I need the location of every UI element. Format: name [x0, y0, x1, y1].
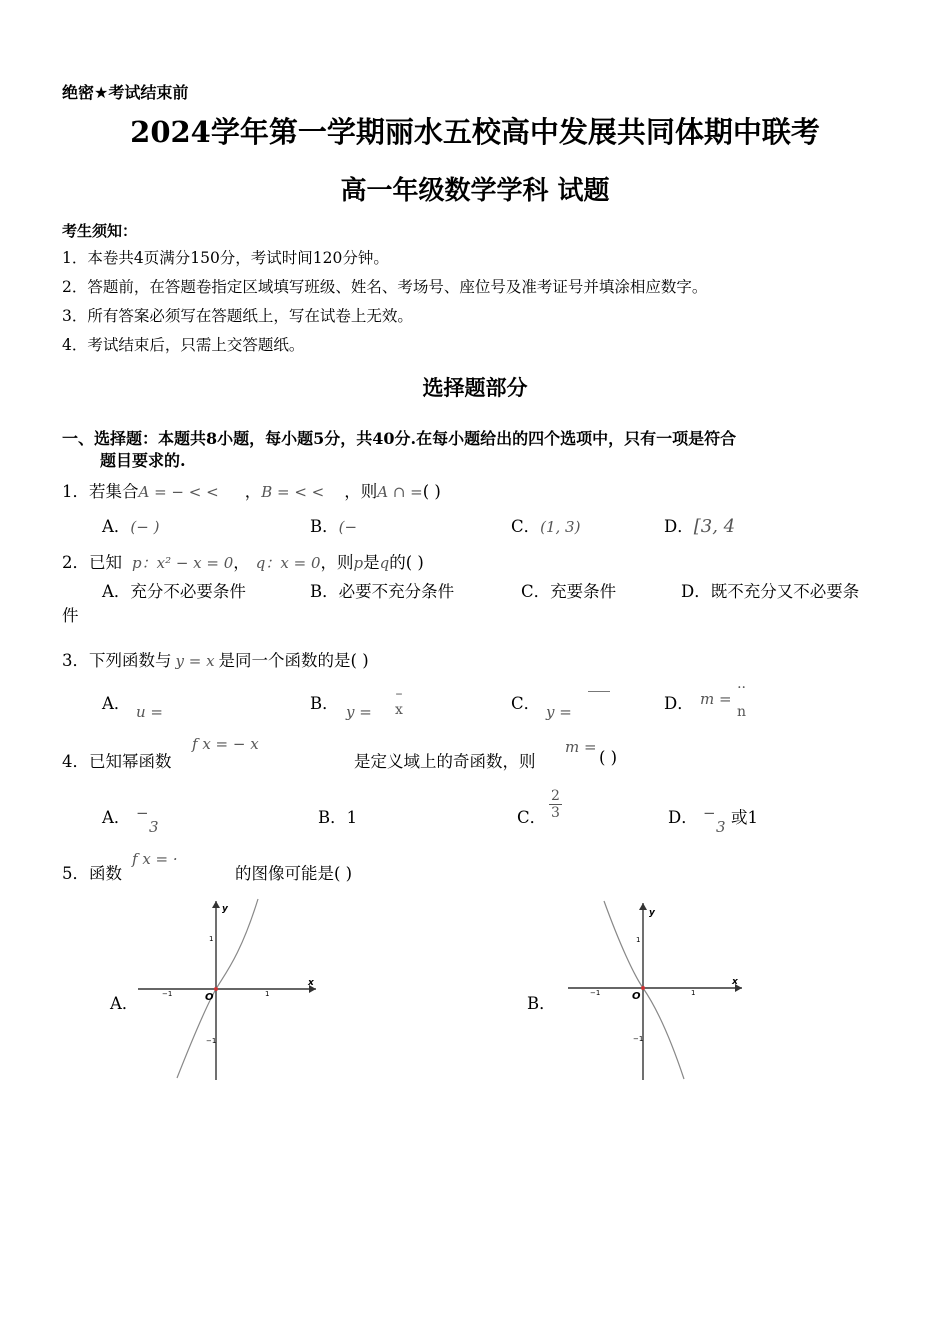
origin-label: O	[632, 991, 641, 1002]
question-3-prefix: 3．下列函数与	[62, 651, 172, 670]
exam-title: 2024学年第一学期丽水五校高中发展共同体期中联考	[130, 115, 820, 149]
option-c	[517, 804, 546, 828]
option-d-label: D．	[668, 808, 698, 827]
option-d-label: D．	[664, 694, 694, 713]
option-d-denominator: 3	[716, 818, 726, 836]
confidential-mark: 绝密★考试结束前	[62, 83, 189, 102]
tick-label: 1	[265, 990, 270, 998]
option-b-fraction-top: –	[395, 686, 403, 702]
tick-label: −1	[633, 1035, 644, 1043]
q1-comma: ，	[244, 482, 262, 501]
function-curve	[604, 901, 684, 1079]
option-c	[511, 513, 580, 537]
option-d-fraction-bottom: n	[737, 704, 747, 720]
question-1-prefix: 1．若集合	[62, 482, 139, 501]
option-d-tail: 或1	[731, 808, 758, 827]
option-c-label: C．	[511, 694, 541, 713]
q2-comma: ，	[233, 553, 250, 572]
identity-expr: y = x	[175, 652, 215, 670]
question-2	[62, 549, 424, 573]
option-d	[668, 804, 698, 828]
p-symbol: p	[353, 554, 364, 572]
answer-paren: ( )	[599, 748, 618, 767]
option-a-value: u =	[136, 703, 163, 721]
x-axis-label: x	[732, 977, 738, 987]
option-b-value: y =	[346, 703, 372, 721]
option-c-label: C．	[517, 808, 547, 827]
origin-point	[214, 987, 218, 991]
option-c-fraction	[549, 788, 562, 821]
option-d-sign: −	[703, 804, 716, 822]
notice-item: 2．答题前，在答题卷指定区域填写班级、姓名、考场号、座位号及准考证号并填涂相应数字。	[62, 278, 708, 296]
sqrt-bar	[588, 691, 610, 693]
option-b-fraction	[393, 686, 405, 718]
question-5	[62, 860, 122, 884]
option-d-fraction-top: ··	[737, 680, 746, 696]
option-d-fraction	[735, 680, 748, 720]
set-b-expr: B = < <	[261, 483, 325, 501]
tick-label: 1	[691, 989, 696, 997]
option-a	[102, 513, 159, 537]
option-b-label: B．	[310, 694, 339, 713]
set-a-expr: A = − < <	[138, 483, 219, 501]
p-condition: ：x² − x = 0	[141, 554, 234, 572]
question-5-prefix: 5．函数	[62, 864, 122, 883]
option-b: B．必要不充分条件	[310, 582, 455, 601]
option-a-label: A．	[102, 808, 131, 827]
y-axis-arrow	[212, 901, 220, 908]
function-expr: f x = ·	[132, 850, 178, 868]
option-d	[664, 690, 694, 714]
exam-subtitle: 高一年级数学学科 试题	[340, 176, 610, 206]
question-4-mid: 是定义域上的奇函数，则	[354, 752, 536, 771]
question-3	[62, 647, 369, 671]
option-b-fraction-bottom: x	[395, 702, 403, 718]
intersection-expr: A ∩ =	[377, 483, 423, 501]
option-a	[102, 804, 130, 828]
m-expr: m =	[565, 738, 597, 756]
option-a-sign: −	[136, 804, 149, 822]
part-instructions-line2: 题目要求的.	[100, 451, 186, 470]
y-axis-arrow	[639, 903, 647, 910]
tick-label: −1	[206, 1037, 217, 1045]
q2-mid: ，则	[320, 553, 354, 572]
option-b: B．1	[318, 808, 358, 827]
option-c	[511, 690, 540, 714]
option-a-label: A．	[102, 694, 131, 713]
option-d: D．既不充分又不必要条	[681, 582, 860, 601]
y-axis-label: y	[649, 908, 655, 918]
tick-label: 1	[636, 936, 641, 944]
notice-heading: 考生须知：	[62, 222, 138, 240]
x-axis-label: x	[308, 978, 314, 988]
answer-paren: 的( )	[389, 553, 424, 572]
graph-b-label: B．	[527, 994, 556, 1013]
answer-paren: ( )	[422, 482, 441, 501]
question-1	[62, 478, 441, 502]
option-d-value: m =	[700, 690, 732, 708]
option-d	[664, 513, 735, 537]
question-4-middle	[354, 748, 536, 772]
question-2-prefix: 2．已知	[62, 553, 122, 572]
graph-a-label: A．	[110, 994, 139, 1013]
origin-label: O	[205, 992, 214, 1003]
part-instructions-line1: 一、选择题：本题共8小题，每小题5分，共40分.在每小题给出的四个选项中，只有一项是符合	[62, 429, 737, 448]
question-4	[62, 748, 172, 772]
tick-label: −1	[162, 990, 173, 998]
option-d-label: D．	[664, 517, 694, 536]
q1-then: ，则	[344, 482, 378, 501]
option-b-value: (−	[338, 518, 358, 536]
y-axis-label: y	[222, 904, 228, 914]
option-d-value: [3, 4	[693, 516, 736, 537]
tick-label: −1	[590, 989, 601, 997]
option-c: C．充要条件	[521, 582, 617, 601]
origin-point	[641, 986, 645, 990]
q-symbol: q	[379, 554, 390, 572]
section-title: 选择题部分	[422, 375, 528, 400]
option-b	[310, 513, 357, 537]
part-instructions	[62, 428, 892, 472]
power-function-expr: f x = − x	[192, 735, 259, 753]
notice-item: 1．本卷共4页满分150分，考试时间120分钟。	[62, 249, 389, 267]
answer-paren: 的图像可能是( )	[235, 864, 353, 883]
notice-item: 3．所有答案必须写在答题纸上，写在试卷上无效。	[62, 307, 413, 325]
option-c-value: (1, 3)	[540, 518, 581, 536]
graph-b	[560, 895, 750, 1085]
option-c-denominator: 3	[551, 805, 560, 821]
graph-a	[130, 895, 320, 1085]
option-a	[102, 690, 130, 714]
p-symbol: p	[132, 554, 142, 572]
option-c-value: y =	[546, 703, 572, 721]
option-a-label: A．	[102, 517, 131, 536]
q-symbol: q	[255, 554, 266, 572]
answer-paren: 是同一个函数的是( )	[218, 651, 369, 670]
notice-item: 4．考试结束后，只需上交答题纸。	[62, 336, 305, 354]
option-b-label: B．	[310, 517, 339, 536]
option-a-denominator: 3	[149, 818, 159, 836]
question-4-prefix: 4．已知幂函数	[62, 752, 172, 771]
option-b	[310, 690, 339, 714]
option-c-numerator: 2	[551, 788, 560, 804]
tick-label: 1	[209, 935, 214, 943]
option-d-continued: 件	[62, 606, 79, 625]
option-a: A．充分不必要条件	[102, 582, 246, 601]
option-a-value: (− )	[130, 518, 160, 536]
option-c-label: C．	[511, 517, 541, 536]
q2-is: 是	[363, 553, 380, 572]
q-condition: ：x = 0	[265, 554, 321, 572]
